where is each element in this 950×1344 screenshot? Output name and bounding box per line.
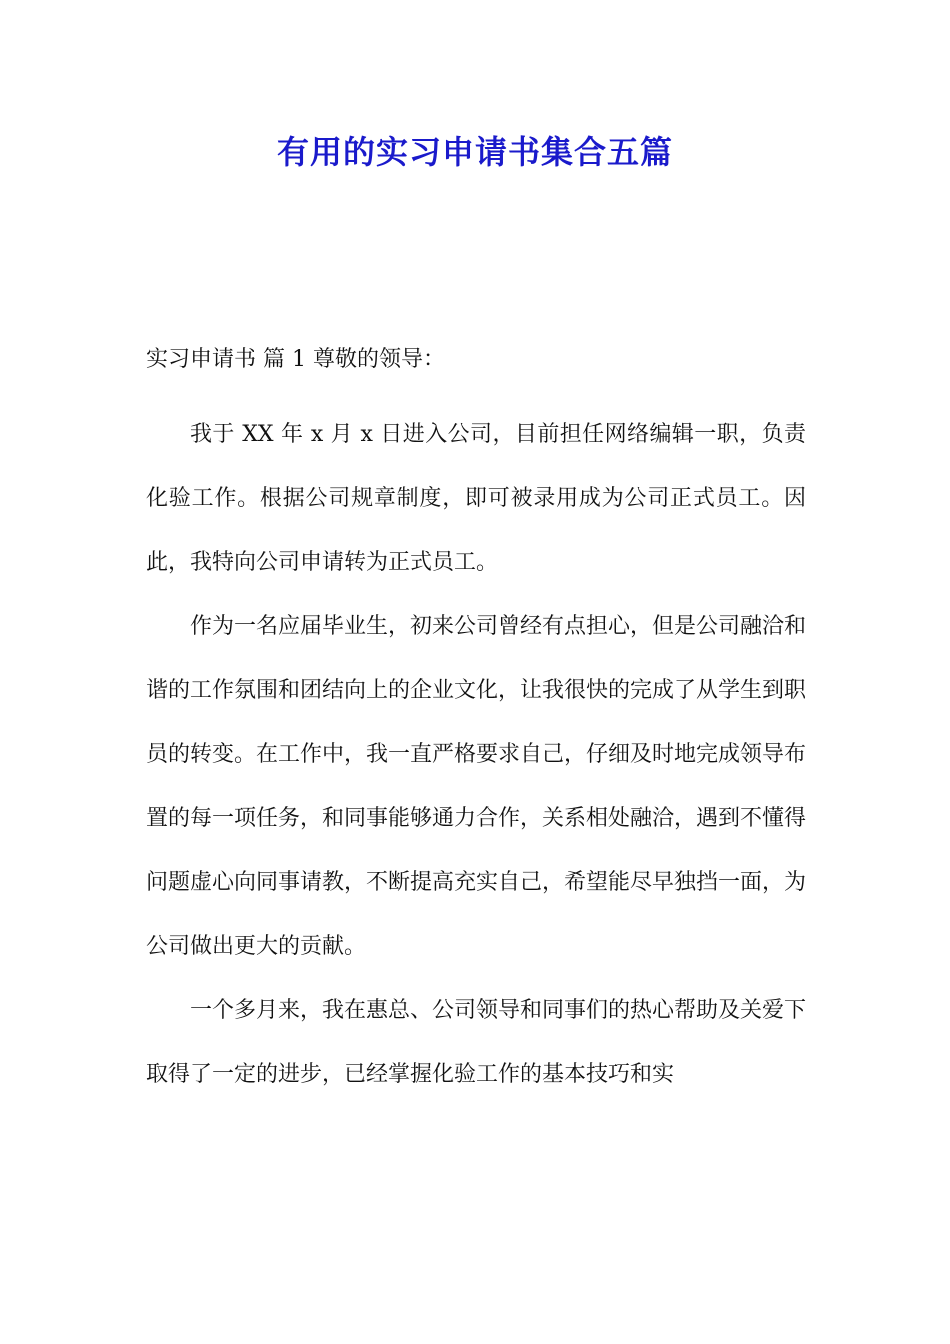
paragraph: 作为一名应届毕业生，初来公司曾经有点担心，但是公司融洽和谐的工作氛围和团结向上的企业文化，让我很快的完成了从学生到职员的转变。在工作中，我一直严格要求自己，仔细及时地完成领导布置的每一项任务，和同事能够通力合作，关系相处融洽，遇到不懂得问题虚心向同事请教，不断提高充实自己，希望能尽早独挡一面，为公司做出更大的贡献。 [146,614,807,959]
paragraph: 一个多月来，我在惠总、公司领导和同事们的热心帮助及关爱下取得了一定的进步，已经掌握化验工作的基本技巧和实 [146,998,807,1087]
section-heading: 实习申请书 篇 1 尊敬的领导： [146,347,445,372]
document-title: 有用的实习申请书集合五篇 [276,133,673,171]
document-body [146,403,806,1107]
paragraph: 我于 XX 年 x 月 x 日进入公司，目前担任网络编辑一职，负责化验工作。根据公司规章制度，即可被录用成为公司正式员工。因此，我特向公司申请转为正式员工。 [146,422,806,575]
